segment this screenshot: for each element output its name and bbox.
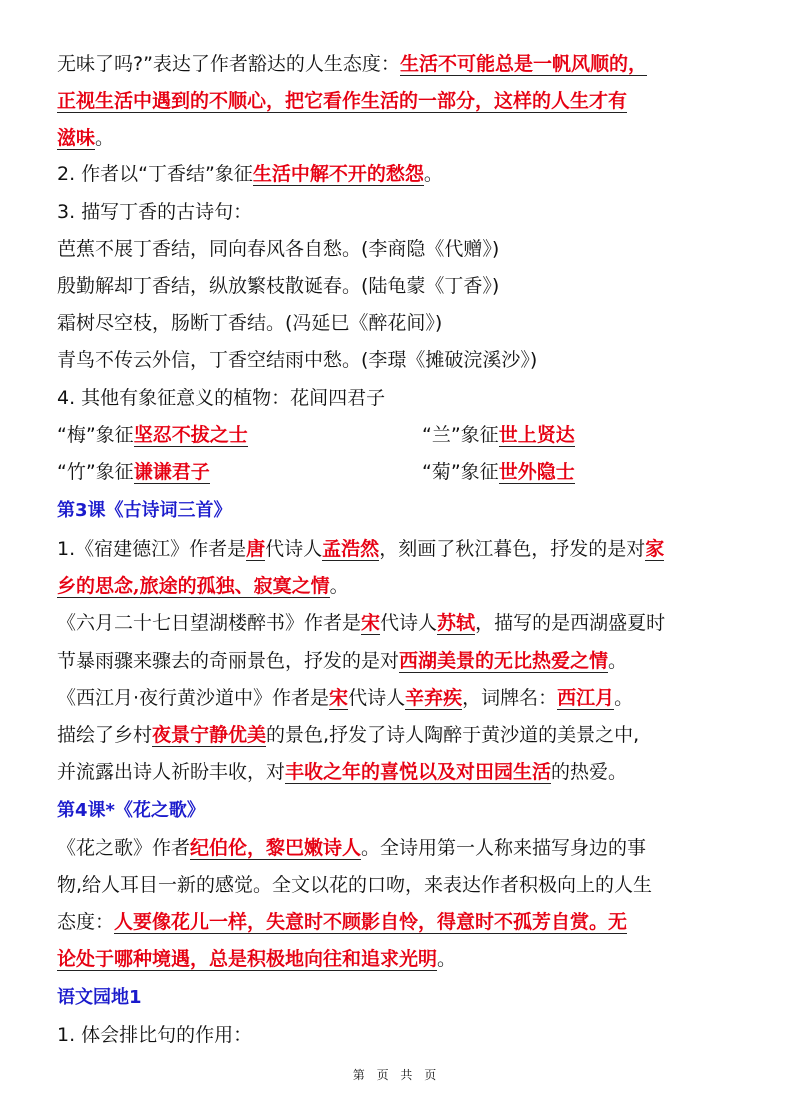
text: 的热爱。 <box>551 761 628 783</box>
answer-text: 正视生活中遇到的不顺心，把它看作生活的一部分，这样的人生才有 <box>57 90 628 112</box>
text-line <box>57 126 114 150</box>
answer-text: 生活不可能总是一帆风顺的， <box>399 53 647 75</box>
answer-text: 丰收之年的喜悦以及对田园生活 <box>285 761 552 783</box>
text: 《西江月·夜行黄沙道中》作者是 <box>57 687 330 709</box>
answer-text: 辛弃疾 <box>405 687 463 709</box>
text-line: 3. 描写丁香的古诗句： <box>57 201 253 223</box>
text: 。 <box>437 948 457 970</box>
answer-text: 人要像花儿一样，失意时不顾影自怜，得意时不孤芳自赏。无 <box>114 911 628 933</box>
text: 态度： <box>57 911 115 933</box>
symbol-row <box>57 423 575 447</box>
answer-text: 西湖美景的无比热爱之情 <box>399 650 609 672</box>
answer-text: 乡的思念,旅途的孤独、寂寞之情 <box>57 575 330 597</box>
answer-text: 宋 <box>361 612 381 634</box>
text: 。 <box>95 127 115 149</box>
symbol-row <box>57 460 575 484</box>
text: 1.《宿建德江》作者是 <box>57 538 247 560</box>
answer-text: 夜景宁静优美 <box>152 724 267 746</box>
text: 。 <box>329 575 349 597</box>
answer-text: 滋味 <box>57 127 96 149</box>
text: 《花之歌》作者 <box>57 837 191 859</box>
poem-line: 殷勤解却丁香结，纵放繁枝散诞春。(陆龟蒙《丁香》) <box>57 275 500 297</box>
text: “梅”象征 <box>57 424 134 446</box>
text: 。全诗用第一人称来描写身边的事 <box>361 837 647 859</box>
answer-text: 世上贤达 <box>498 424 575 446</box>
text: 2. 作者以“丁香结”象征 <box>57 163 253 185</box>
text-line <box>57 162 443 186</box>
answer-text: 世外隐士 <box>498 461 575 483</box>
text: ，刻画了秋江暮色，抒发的是对 <box>379 538 646 560</box>
answer-text: 纪伯伦，黎巴嫩诗人 <box>190 837 362 859</box>
text: 。 <box>608 650 628 672</box>
lesson4-heading: 第4课*《花之歌》 <box>57 800 205 821</box>
lesson3-heading: 第3课《古诗词三首》 <box>57 500 232 521</box>
text: 并流露出诗人祈盼丰收，对 <box>57 761 286 783</box>
text: 《六月二十七日望湖楼醉书》作者是 <box>57 612 362 634</box>
text-line <box>57 686 633 710</box>
text-line <box>57 89 627 113</box>
text: 代诗人 <box>380 612 438 634</box>
text: 无味了吗?”表达了作者豁达的人生态度： <box>57 53 400 75</box>
answer-text: 坚忍不拔之士 <box>133 424 248 446</box>
answer-text: 苏轼 <box>437 612 476 634</box>
text: “竹”象征 <box>57 461 134 483</box>
text-line: 1. 体会排比句的作用： <box>57 1024 253 1046</box>
text-line <box>57 836 646 860</box>
text-line: 4. 其他有象征意义的植物：花间四君子 <box>57 387 386 409</box>
answer-text: 谦谦君子 <box>133 461 210 483</box>
poem-line: 芭蕉不展丁香结，同向春风各自愁。(李商隐《代赠》) <box>57 238 500 260</box>
poem-line: 霜树尽空枝，肠断丁香结。(冯延巳《醉花间》) <box>57 312 443 334</box>
answer-text: 西江月 <box>557 687 615 709</box>
answer-text: 论处于哪种境遇，总是积极地向往和追求光明 <box>57 948 438 970</box>
answer-text: 孟浩然 <box>322 538 380 560</box>
answer-text: 生活中解不开的愁怨 <box>252 163 424 185</box>
text: ，词牌名： <box>462 687 558 709</box>
text-line <box>57 910 627 934</box>
page-footer: 第 页 共 页 <box>352 1068 441 1082</box>
text-line: 物,给人耳目一新的感觉。全文以花的口吻，来表达作者积极向上的人生 <box>57 874 653 896</box>
text-line <box>57 537 664 561</box>
text: ，描写的是西湖盛夏时 <box>475 612 666 634</box>
text: 。 <box>614 687 634 709</box>
text: 代诗人 <box>348 687 406 709</box>
text: 节暴雨骤来骤去的奇丽景色，抒发的是对 <box>57 650 400 672</box>
text: “菊”象征 <box>422 461 499 483</box>
answer-text: 宋 <box>329 687 349 709</box>
answer-text: 家 <box>645 538 665 560</box>
text: 。 <box>423 163 443 185</box>
poem-line: 青鸟不传云外信，丁香空结雨中愁。(李璟《摊破浣溪沙》) <box>57 349 538 371</box>
text-line <box>57 611 665 635</box>
text: 代诗人 <box>265 538 323 560</box>
text-line <box>57 574 349 598</box>
text: 描绘了乡村 <box>57 724 153 746</box>
text-line <box>57 723 639 747</box>
text-line <box>57 649 627 673</box>
text: 的景色,抒发了诗人陶醉于黄沙道的美景之中, <box>266 724 640 746</box>
text-line <box>57 52 647 76</box>
answer-text: 唐 <box>246 538 266 560</box>
text-line <box>57 947 456 971</box>
garden-heading: 语文园地1 <box>57 987 142 1008</box>
text: “兰”象征 <box>422 424 499 446</box>
text-line <box>57 760 627 784</box>
